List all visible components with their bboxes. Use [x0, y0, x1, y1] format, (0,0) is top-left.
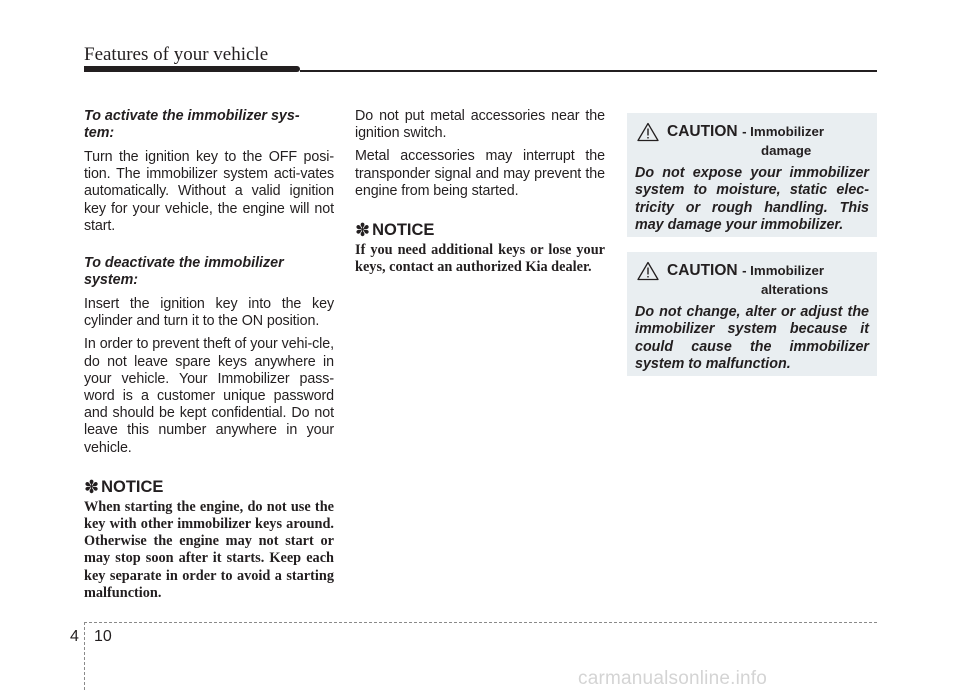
caution-heading	[635, 122, 869, 142]
caution-box-damage	[627, 113, 877, 237]
caution-label: CAUTION	[667, 262, 738, 279]
header-rule	[300, 70, 877, 72]
notice-star-icon: ✽	[84, 476, 100, 497]
footer-rule	[84, 622, 877, 623]
notice-label: NOTICE	[101, 477, 164, 496]
caution-subtitle-line2: damage	[761, 143, 812, 158]
caution-subtitle: - Immobilizer	[742, 263, 825, 278]
notice-label: NOTICE	[372, 221, 435, 240]
chapter-number: 4	[70, 628, 79, 645]
middle-column	[355, 108, 605, 276]
transponder-text: Metal accessories may interrupt the transponder signal and may prevent the engine from being started.	[355, 148, 605, 199]
metal-accessories-text: Do not put metal accessories near the ignition switch.	[355, 108, 605, 142]
notice-heading	[355, 220, 605, 240]
caution-box-alterations	[627, 252, 877, 376]
deactivate-text-2: In order to prevent theft of your vehi-cle, do not leave spare keys anywhere in your vehicle. Your Immobilizer pass-word is a customer unique password and should be kept confidential. Do not leave this number anywhere in your vehicle.	[84, 336, 334, 456]
activate-heading: To activate the immobilizer sys- tem:	[84, 108, 300, 141]
notice-star-icon: ✽	[355, 220, 371, 241]
notice-text: If you need additional keys or lose your keys, contact an authorized Kia dealer.	[355, 242, 605, 276]
watermark: carmanualsonline.info	[578, 668, 768, 689]
caution-heading	[635, 261, 869, 281]
caution-text: Do not expose your immobilizer system to moisture, static elec-tricity or rough handling. This may damage your immobilizer.	[635, 165, 869, 233]
page-number: 10	[94, 628, 112, 645]
left-column	[84, 108, 334, 602]
caution-label: CAUTION	[667, 123, 738, 140]
deactivate-text-1: Insert the ignition key into the key cylinder and turn it to the ON position.	[84, 296, 334, 330]
caution-subtitle-line2: alterations	[761, 282, 829, 297]
footer-divider	[84, 622, 85, 690]
notice-heading	[84, 477, 334, 497]
notice-text: When starting the engine, do not use the key with other immobilizer keys around. Otherwise the engine may not start or may stop soon after it starts. Keep each key separate in order to avoid a starting malfunction.	[84, 498, 334, 601]
page-header-title: Features of your vehicle	[84, 44, 269, 65]
deactivate-heading: To deactivate the immobilizer system:	[84, 255, 284, 289]
caution-subtitle: - Immobilizer	[742, 124, 825, 139]
warning-triangle-icon	[637, 122, 659, 142]
header-bar	[84, 66, 300, 72]
warning-triangle-icon	[637, 261, 659, 281]
activate-text: Turn the ignition key to the OFF posi-tion. The immobilizer system acti-vates automatically. Without a valid ignition key for your vehicle, the engine will not start.	[84, 149, 334, 234]
caution-text: Do not change, alter or adjust the immobilizer system because it could cause the immobilizer system to malfunction.	[635, 304, 869, 372]
